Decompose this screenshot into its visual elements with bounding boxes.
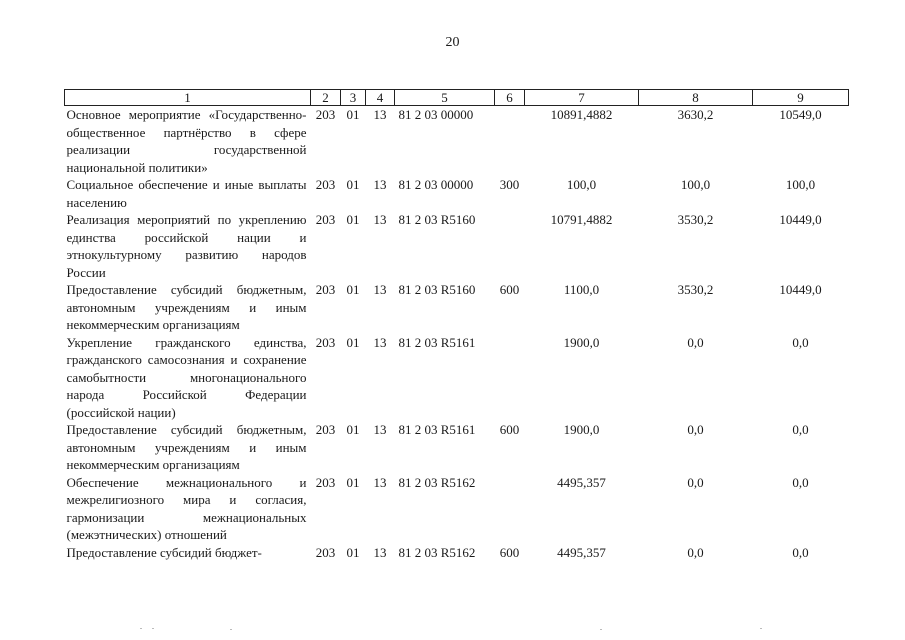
cell-c2: 203 (315, 544, 336, 560)
table-row (65, 281, 849, 334)
cell-c2: 203 (315, 474, 336, 490)
cell-c7: 4495,357 (557, 544, 606, 560)
cell-c9: 0,0 (792, 544, 809, 560)
cell-c7: 10791,4882 (550, 212, 613, 227)
cell-c6 (495, 106, 525, 177)
scan-speck (600, 629, 602, 630)
table-row (65, 544, 849, 562)
cell-c3: 01 (346, 107, 360, 122)
header-row (65, 90, 849, 106)
cell-c6 (495, 474, 525, 544)
cell-c6 (495, 211, 525, 281)
cell-c8: 3530,2 (677, 282, 714, 297)
cell-c5: 81 2 03 00000 (398, 177, 474, 192)
scan-speck (140, 628, 142, 629)
cell-c9: 10549,0 (779, 107, 822, 122)
header-cell-1: 1 (65, 90, 311, 106)
scan-speck (152, 628, 154, 629)
table-row (65, 211, 849, 281)
row-name-cell: Реализация мероприятий по укреплению единства российской нации и этнокультурному развитию народов России (66, 212, 307, 280)
cell-c5: 81 2 03 R5160 (398, 212, 476, 227)
cell-c8: 3530,2 (677, 212, 714, 227)
cell-c6: 600 (499, 282, 520, 297)
cell-c4: 13 (373, 212, 387, 227)
cell-c3: 01 (346, 212, 360, 227)
cell-c9: 100,0 (785, 177, 816, 192)
cell-c7: 4495,357 (557, 474, 606, 490)
cell-c6: 300 (499, 177, 520, 192)
cell-c3: 01 (346, 544, 360, 560)
header-cell-4: 4 (366, 90, 395, 106)
table-row (65, 474, 849, 544)
cell-c4: 13 (373, 474, 387, 490)
cell-c3: 01 (346, 334, 360, 350)
cell-c4: 13 (373, 282, 387, 297)
cell-c2: 203 (315, 334, 336, 350)
cell-c9: 0,0 (792, 474, 809, 490)
cell-c4: 13 (373, 422, 387, 437)
header-cell-8: 8 (639, 90, 753, 106)
cell-c9: 10449,0 (779, 212, 822, 227)
cell-c7: 100,0 (566, 177, 597, 192)
header-cell-6: 6 (495, 90, 525, 106)
row-name-cell: Социальное обеспечение и иные выплаты населению (66, 177, 307, 210)
cell-c4: 13 (373, 334, 387, 350)
page-number: 20 (445, 35, 460, 50)
row-name-cell: Обеспечение межнационального и межрелигиозного мира и согласия, гармонизации межнациональных (межэтнических) отношений (66, 474, 307, 542)
cell-c5: 81 2 03 00000 (398, 107, 474, 122)
cell-c6: 600 (499, 544, 520, 560)
row-name-cell: Укрепление гражданского единства, гражданского самосознания и сохранение самобытности многонационального народа Российской Федерации (российской нации) (66, 334, 307, 420)
cell-c5: 81 2 03 R5161 (398, 334, 476, 350)
cell-c2: 203 (315, 282, 336, 297)
cell-c3: 01 (346, 422, 360, 437)
row-name-cell: Предоставление субсидий бюджетным, автономным учреждениям и иным некоммерческим организациям (66, 422, 307, 472)
header-cell-2: 2 (311, 90, 341, 106)
cell-c4: 13 (373, 177, 387, 192)
cell-c7: 1900,0 (563, 334, 600, 350)
row-name-cell: Предоставление субсидий бюджет- (66, 544, 262, 560)
cell-c7: 10891,4882 (550, 107, 613, 122)
cell-c2: 203 (315, 212, 336, 227)
cell-c5: 81 2 03 R5160 (398, 282, 476, 297)
cell-c6 (495, 334, 525, 422)
cell-c8: 0,0 (687, 544, 704, 560)
budget-table (64, 89, 849, 561)
table-row (65, 334, 849, 422)
cell-c5: 81 2 03 R5162 (398, 474, 476, 490)
table-row (65, 106, 849, 177)
cell-c5: 81 2 03 R5162 (398, 544, 476, 560)
cell-c8: 100,0 (680, 177, 711, 192)
cell-c9: 0,0 (792, 334, 809, 350)
scan-speck (230, 629, 232, 630)
header-cell-9: 9 (753, 90, 849, 106)
cell-c4: 13 (373, 107, 387, 122)
cell-c9: 0,0 (792, 422, 809, 437)
cell-c8: 3630,2 (677, 107, 714, 122)
cell-c2: 203 (315, 177, 336, 192)
scan-speck (760, 628, 762, 629)
cell-c8: 0,0 (687, 334, 704, 350)
cell-c4: 13 (373, 544, 387, 560)
cell-c5: 81 2 03 R5161 (398, 422, 476, 437)
cell-c7: 1100,0 (563, 282, 600, 297)
table-row (65, 176, 849, 211)
cell-c7: 1900,0 (563, 422, 600, 437)
cell-c8: 0,0 (687, 422, 704, 437)
cell-c9: 10449,0 (779, 282, 822, 297)
cell-c2: 203 (315, 422, 336, 437)
cell-c8: 0,0 (687, 474, 704, 490)
header-cell-3: 3 (341, 90, 366, 106)
header-cell-7: 7 (525, 90, 639, 106)
cell-c3: 01 (346, 282, 360, 297)
header-cell-5: 5 (395, 90, 495, 106)
row-name-cell: Предоставление субсидий бюджетным, автономным учреждениям и иным некоммерческим организациям (66, 282, 307, 332)
cell-c3: 01 (346, 177, 360, 192)
cell-c6: 600 (499, 422, 520, 437)
row-name-cell: Основное мероприятие «Государственно-общественное партнёрство в сфере реализации государственной национальной политики» (66, 107, 307, 175)
cell-c2: 203 (315, 107, 336, 122)
cell-c3: 01 (346, 474, 360, 490)
table-row (65, 421, 849, 474)
